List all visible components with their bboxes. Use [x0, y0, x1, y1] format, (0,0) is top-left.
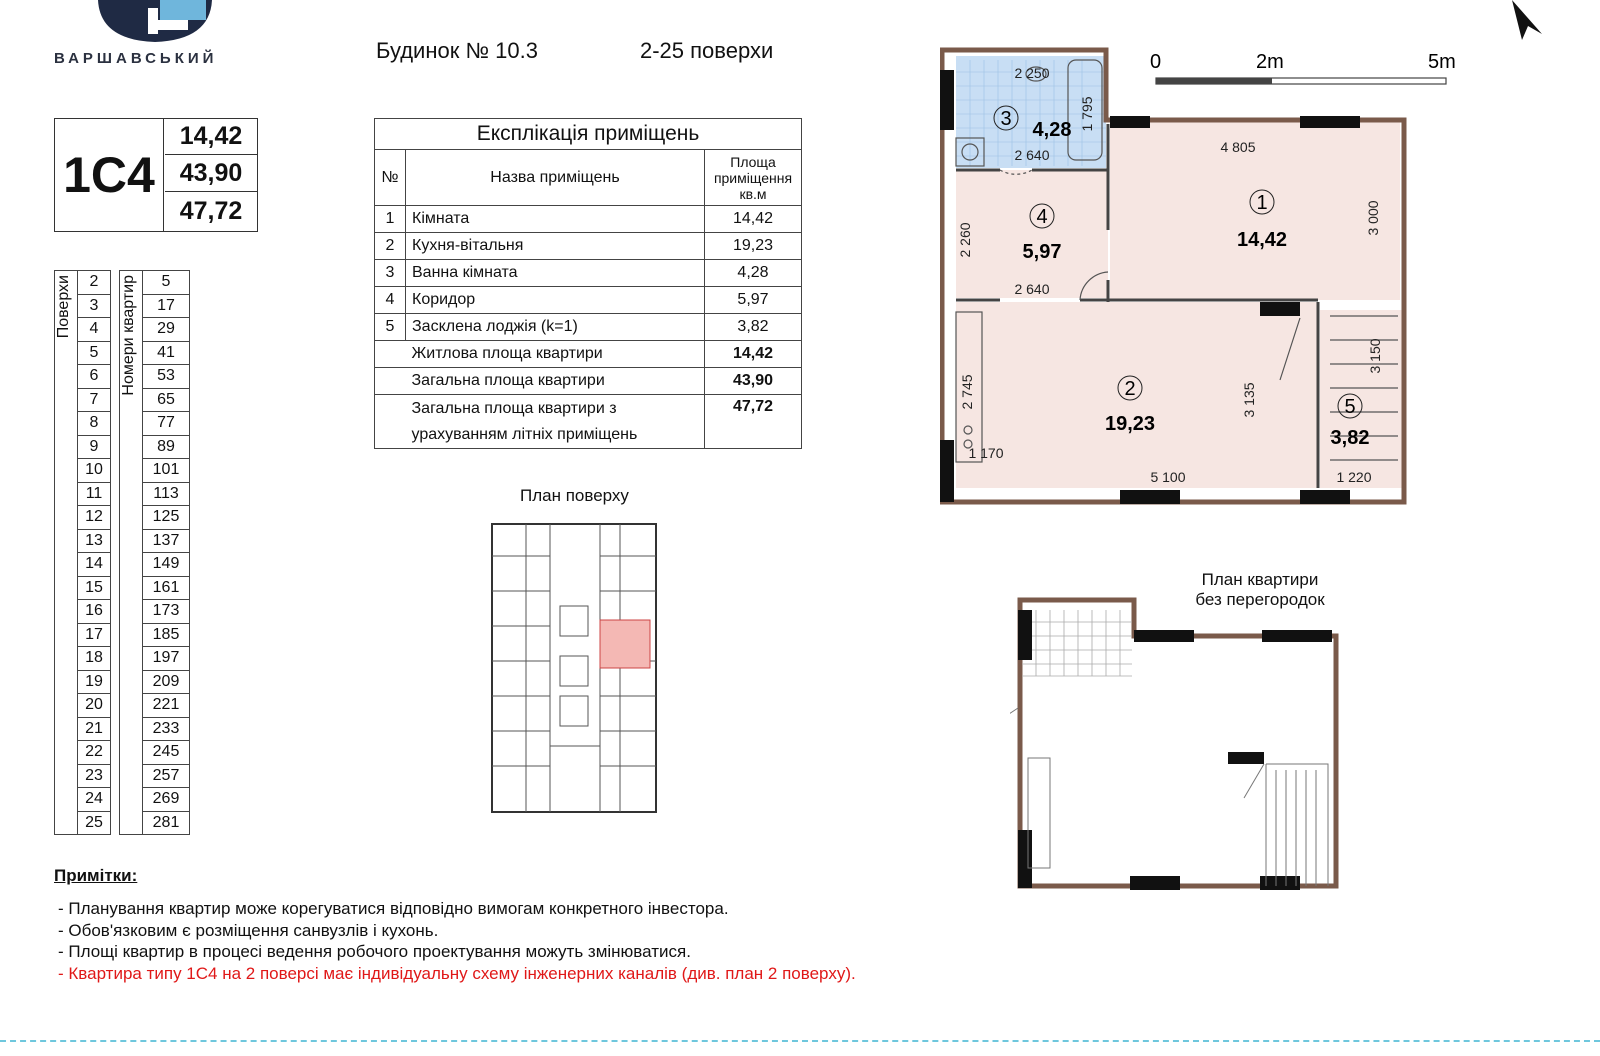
apartments-label: [120, 271, 143, 835]
notes-title: Примітки:: [54, 866, 138, 885]
house-number: Будинок № 10.3: [376, 38, 539, 63]
scale-label-0: 0: [1150, 51, 1162, 73]
loggia-fill: [1320, 310, 1402, 488]
apartment-number: 221: [143, 694, 190, 718]
room1-number: 1: [1256, 192, 1268, 214]
apartment-type-code: 1С4: [55, 119, 164, 231]
room-area: 14,42: [705, 206, 802, 233]
room4-area: 5,97: [1022, 241, 1062, 263]
badge-total-area: 43,90: [165, 156, 257, 192]
total-row: [375, 368, 802, 395]
room-name: Ванна кімната: [406, 260, 705, 287]
highlighted-apartment: [600, 620, 650, 668]
col-name-header: Назва приміщень: [406, 150, 705, 206]
floor-number: 11: [78, 482, 111, 506]
note-item: - Площі квартир в процесі ведення робочого проектування можуть змінюватися.: [58, 942, 691, 961]
total-name: Загальна площа квартири з урахуванням літніх приміщень: [406, 395, 705, 449]
col-area-header: Площа приміщення кв.м: [705, 150, 802, 206]
floor-number: 18: [78, 647, 111, 671]
dim-bath-side: 1 795: [1079, 96, 1095, 132]
open-plan-title-line2: без перегородок: [1195, 590, 1325, 609]
apartment-number: 113: [143, 482, 190, 506]
total-area: 14,42: [705, 341, 802, 368]
table-row: [120, 271, 190, 295]
room5-number: 5: [1344, 396, 1356, 418]
apartment-numbers-table: [119, 270, 190, 835]
floor-number: 10: [78, 459, 111, 483]
floor-number: 22: [78, 741, 111, 765]
table-row: [55, 271, 111, 295]
apartment-number: 185: [143, 623, 190, 647]
floor-number: 7: [78, 388, 111, 412]
note-item: - Планування квартир може корегуватися відповідно вимогам конкретного інвестора.: [58, 899, 729, 918]
dim-loggia-side: 3 150: [1367, 338, 1383, 374]
scale-label-5m: 5m: [1428, 51, 1456, 73]
apartment-number: 41: [143, 341, 190, 365]
total-row: [375, 341, 802, 368]
floor-number: 16: [78, 600, 111, 624]
north-arrow-icon: [1506, 0, 1546, 44]
room-area: 5,97: [705, 287, 802, 314]
room-name: Засклена лоджія (k=1): [406, 314, 705, 341]
apartment-number: 65: [143, 388, 190, 412]
notes-list: [58, 898, 856, 984]
room5-area: 3,82: [1330, 427, 1370, 449]
floor-plan: [490, 516, 660, 816]
room-num: 2: [375, 233, 406, 260]
note-item: - Обов'язковим є розміщення санвузлів і кухонь.: [58, 920, 439, 940]
floor-plan-title: План поверху: [520, 486, 629, 505]
apartment-number: 29: [143, 318, 190, 342]
badge-total-area-summer: 47,72: [179, 196, 243, 225]
total-area: 43,90: [705, 368, 802, 395]
floors-table: [54, 270, 111, 835]
scale-bar: [1150, 51, 1456, 84]
floors-label-text: Поверхи: [55, 275, 72, 339]
dim-kitchen-small: 1 170: [968, 445, 1004, 461]
floor-number: 15: [78, 576, 111, 600]
floor-number: 25: [78, 811, 111, 835]
room4-number: 4: [1036, 206, 1048, 228]
col-num-header: №: [375, 150, 406, 206]
floor-number: 23: [78, 764, 111, 788]
apartment-plan: [940, 40, 1460, 520]
apartment-number: 149: [143, 553, 190, 577]
table-row: [375, 260, 802, 287]
apartment-number: 233: [143, 717, 190, 741]
floors-range: 2-25 поверхи: [640, 38, 774, 63]
total-name: Загальна площа квартири: [406, 368, 705, 395]
total-name: Житлова площа квартири: [406, 341, 705, 368]
apartment-badge: [54, 118, 258, 232]
room-num: 5: [375, 314, 406, 341]
apartment-number: 77: [143, 412, 190, 436]
floor-number: 19: [78, 670, 111, 694]
room-area: 3,82: [705, 314, 802, 341]
apartment-number: 101: [143, 459, 190, 483]
explication-table: [374, 118, 802, 449]
total-area: 47,72: [705, 395, 802, 449]
room-name: Коридор: [406, 287, 705, 314]
floor-number: 9: [78, 435, 111, 459]
apartment-number: 53: [143, 365, 190, 389]
room3-number: 3: [1000, 108, 1012, 130]
dim-kitchen-bottom: 5 100: [1150, 469, 1186, 485]
bottom-divider: [0, 1040, 1600, 1042]
floor-number: 5: [78, 341, 111, 365]
floor-number: 13: [78, 529, 111, 553]
apartment-number: 173: [143, 600, 190, 624]
badge-living-area: 14,42: [165, 119, 257, 155]
apartment-number: 161: [143, 576, 190, 600]
floor-number: 17: [78, 623, 111, 647]
table-row: [375, 287, 802, 314]
brand-logo-icon: [90, 0, 220, 48]
dim-kitchen-right: 3 135: [1241, 382, 1257, 418]
table-row: [375, 206, 802, 233]
brand-name: ВАРШАВСЬКИЙ: [54, 50, 218, 67]
floors-label: [55, 271, 78, 835]
room2-number: 2: [1124, 378, 1136, 400]
apartments-label-text: Номери квартир: [120, 275, 137, 396]
apartment-number: 257: [143, 764, 190, 788]
open-plan-title-line1: План квартири: [1201, 570, 1319, 589]
explication-title: Експлікація приміщень: [375, 119, 802, 150]
open-plan: [1010, 590, 1360, 900]
room-name: Кімната: [406, 206, 705, 233]
corridor-fill: [956, 170, 1108, 298]
dim-room1-top: 4 805: [1220, 139, 1256, 155]
apartment-number: 269: [143, 788, 190, 812]
apartment-number: 5: [143, 271, 190, 295]
floor-number: 4: [78, 318, 111, 342]
room-num: 3: [375, 260, 406, 287]
scale-label-2m: 2m: [1256, 51, 1284, 73]
room-area: 19,23: [705, 233, 802, 260]
apartment-number: 245: [143, 741, 190, 765]
apartment-number: 137: [143, 529, 190, 553]
dim-kitchen-side: 2 745: [959, 374, 975, 410]
floor-number: 20: [78, 694, 111, 718]
floor-number: 14: [78, 553, 111, 577]
note-warning: - Квартира типу 1С4 на 2 поверсі має індивідуальну схему інженерних каналів (див. план 2 поверху).: [58, 963, 856, 983]
apartment-number: 281: [143, 811, 190, 835]
room2-area: 19,23: [1104, 413, 1156, 435]
floor-number: 3: [78, 294, 111, 318]
floor-number: 12: [78, 506, 111, 530]
dim-loggia-bottom: 1 220: [1336, 469, 1372, 485]
room-num: 1: [375, 206, 406, 233]
floor-number: 2: [78, 271, 111, 295]
dim-corridor-bottom: 2 640: [1014, 281, 1050, 297]
dim-bath-bottom: 2 640: [1014, 147, 1050, 163]
room-area: 4,28: [705, 260, 802, 287]
dim-room1-side: 3 000: [1365, 200, 1381, 236]
dim-corridor-side: 2 260: [957, 222, 973, 258]
dim-bath-top: 2 250: [1014, 65, 1050, 81]
apartment-number: 197: [143, 647, 190, 671]
room1-area: 14,42: [1236, 229, 1288, 251]
table-row: [375, 314, 802, 341]
floor-number: 8: [78, 412, 111, 436]
floors-apartments-table: [54, 270, 190, 835]
floor-number: 6: [78, 365, 111, 389]
floor-number: 24: [78, 788, 111, 812]
room3-area: 4,28: [1032, 119, 1072, 141]
floor-number: 21: [78, 717, 111, 741]
apartment-number: 89: [143, 435, 190, 459]
apartment-number: 125: [143, 506, 190, 530]
room-num: 4: [375, 287, 406, 314]
table-row: [375, 233, 802, 260]
apartment-number: 17: [143, 294, 190, 318]
kitchen-fill: [956, 302, 1318, 488]
room-name: Кухня-вітальня: [406, 233, 705, 260]
apartment-number: 209: [143, 670, 190, 694]
total-row: [375, 395, 802, 449]
